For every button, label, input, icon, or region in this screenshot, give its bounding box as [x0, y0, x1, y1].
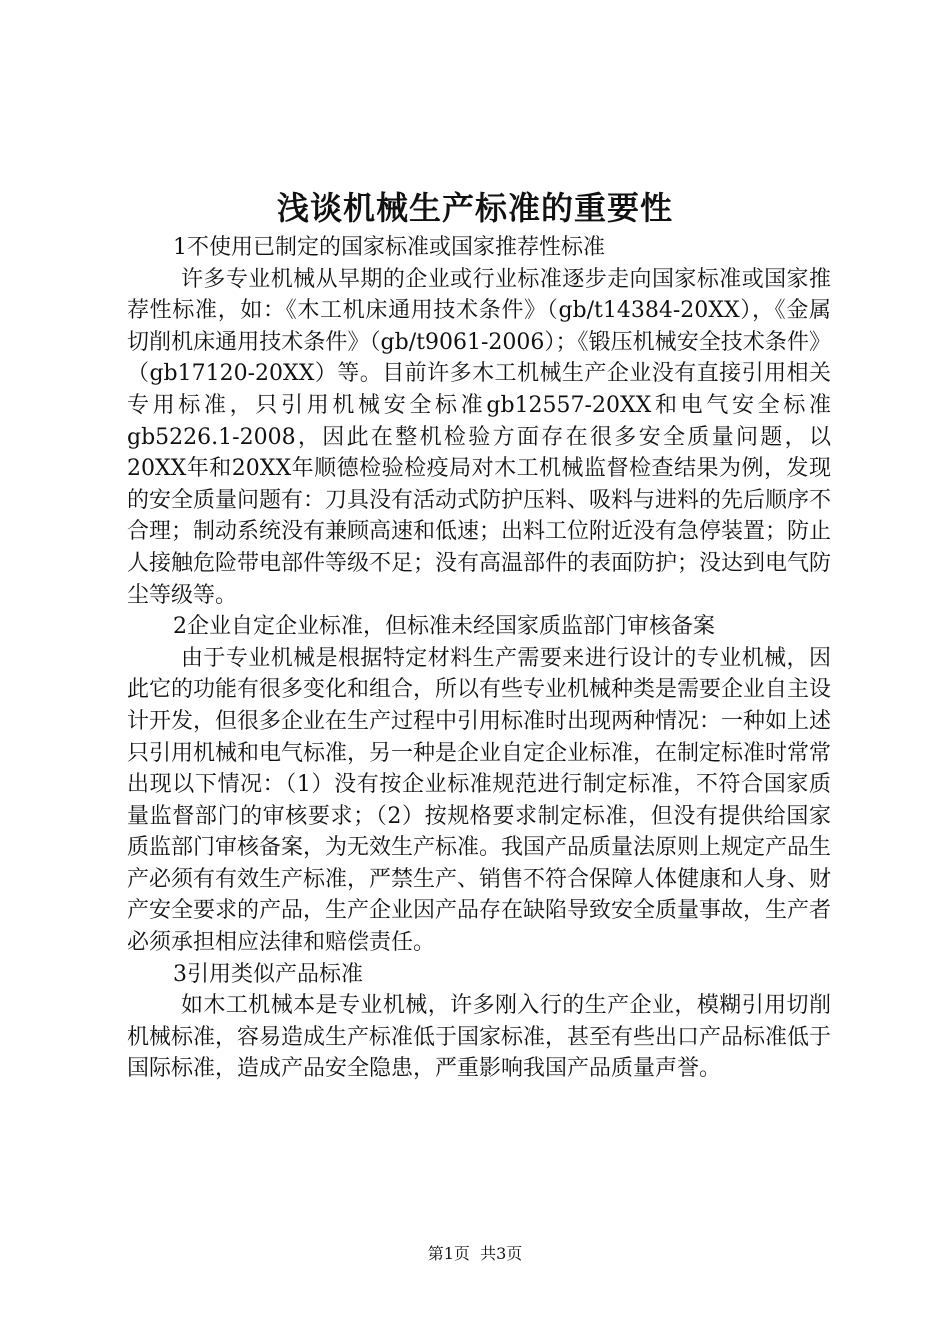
- page-footer: 第1页 共3页: [427, 1244, 523, 1263]
- section-2-paragraph: 由于专业机械是根据特定材料生产需要来进行设计的专业机械，因此它的功能有很多变化和组合，所以有些专业机械种类是需要企业自主设计开发，但很多企业在生产过程中引用标准时出现两种情况：一种如上述只引用机械和电气标准，另一种是企业自定企业标准，在制定标准时常常出现以下情况：（1）没有按企业标准规范进行制定标准，不符合国家质量监督部门的审核要求；（2）按规格要求制定标准，但没有提供给国家质监部门审核备案，为无效生产标准。我国产品质量法原则上规定产品生产必须有有效生产标准，严禁生产、销售不符合保障人体健康和人身、财产安全要求的产品，生产企业因产品存在缺陷导致安全质量事故，生产者必须承担相应法律和赔偿责任。: [127, 645, 832, 956]
- section-1-heading: 1不使用已制定的国家标准或国家推荐性标准: [173, 235, 605, 260]
- section-1-paragraph: 许多专业机械从早期的企业或行业标准逐步走向国家标准或国家推荐性标准，如：《木工机床通用技术条件》（gb/t14384-20XX），《金属切削机床通用技术条件》（gb/t9061-2006）；《锻压机械安全技术条件》（gb17120-20XX）等。目前许多木工机械生产企业没有直接引用相关专用标准，只引用机械安全标准gb12557-20XX和电气安全标准gb5226.1-2008，因此在整机检验方面存在很多安全质量问题，以20XX年和20XX年顺德检验检疫局对木工机械监督检查结果为例，发现的安全质量问题有：刀具没有活动式防护压料、吸料与进料的先后顺序不合理；制动系统没有兼顾高速和低速；出料工位附近没有急停装置；防止人接触危险带电部件等级不足；没有高温部件的表面防护；没达到电气防尘等级等。: [127, 266, 832, 608]
- document-title: 浅谈机械生产标准的重要性: [276, 189, 673, 227]
- section-2-heading: 2企业自定企业标准，但标准未经国家质监部门审核备案: [173, 614, 715, 640]
- section-3-paragraph: 如木工机械本是专业机械，许多刚入行的生产企业，模糊引用切削机械标准，容易造成生产标准低于国家标准，甚至有些出口产品标准低于国际标准，造成产品安全隐患，严重影响我国产品质量声誉。: [127, 993, 832, 1082]
- section-3-heading: 3引用类似产品标准: [173, 961, 363, 987]
- document-body: [127, 232, 831, 1085]
